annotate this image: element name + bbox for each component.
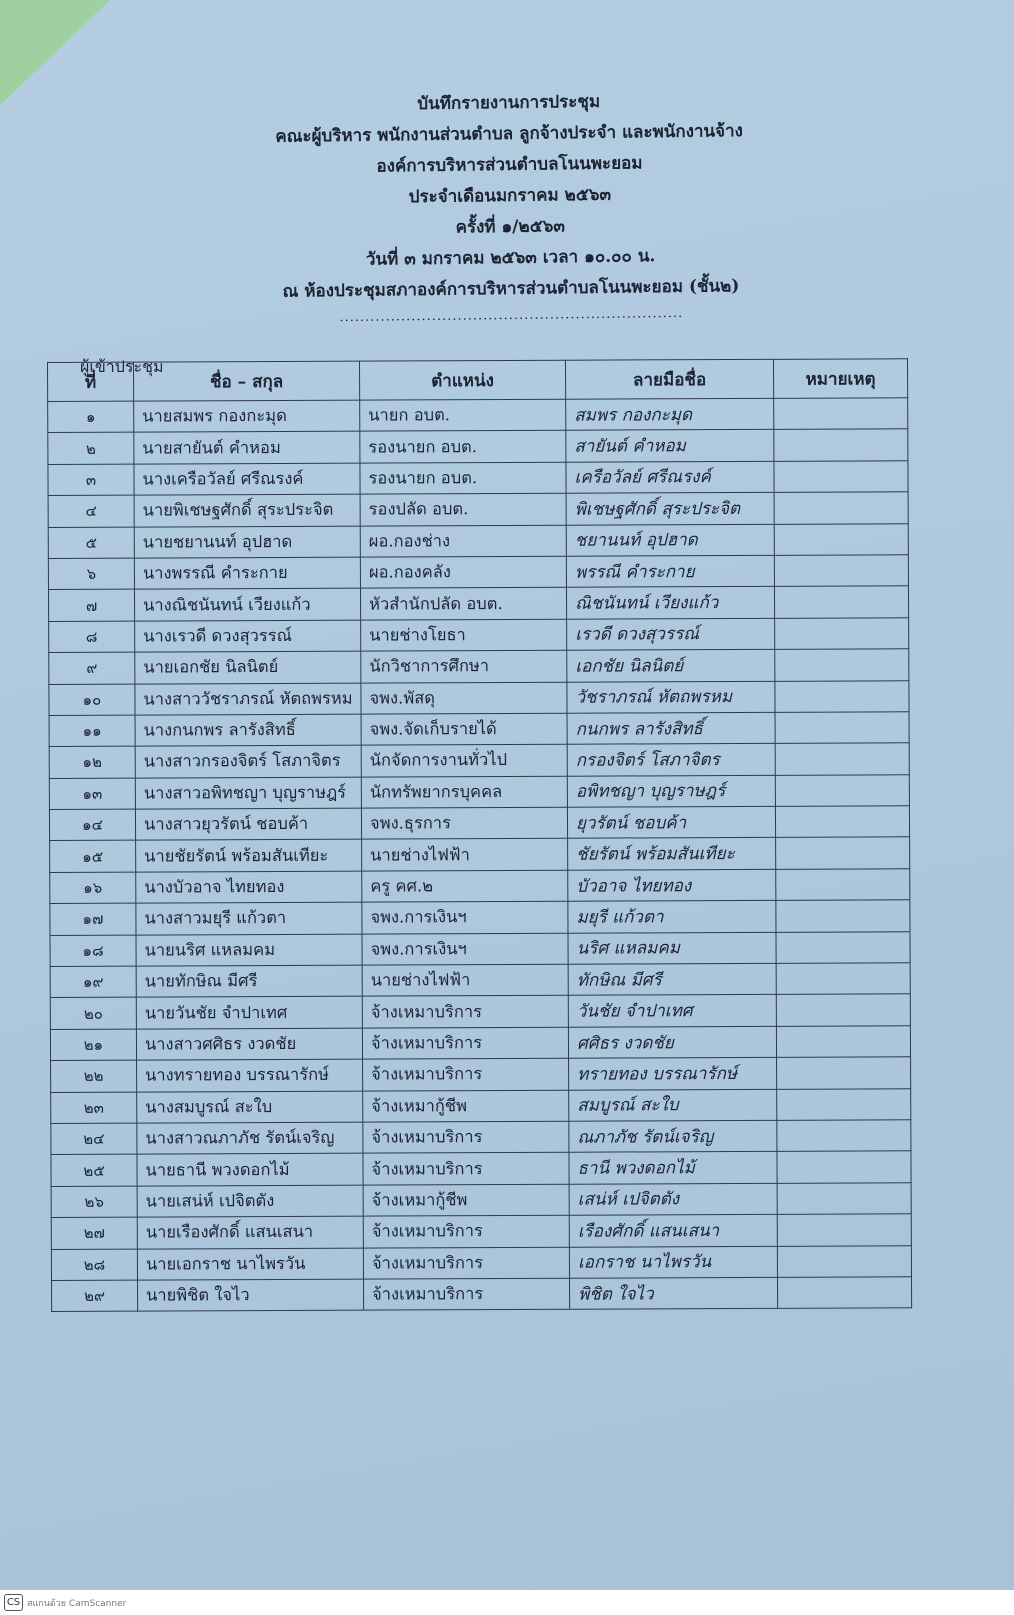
row-remark xyxy=(777,1151,911,1183)
row-remark xyxy=(775,743,909,775)
row-signature: สายันต์ คำหอม xyxy=(566,430,774,462)
row-signature: ทรายทอง บรรณารักษ์ xyxy=(569,1058,777,1090)
corner-fold xyxy=(0,0,110,105)
row-position: จพง.จัดเก็บรายได้ xyxy=(361,713,567,745)
row-remark xyxy=(774,429,908,461)
row-position: รองนายก อบต. xyxy=(360,431,566,463)
header-title: บันทึกรายงานการประชุม xyxy=(417,91,601,115)
table-header-row xyxy=(48,359,908,402)
row-name: นายนริศ แหลมคม xyxy=(136,934,362,966)
table-row xyxy=(50,837,910,872)
row-position: นักจัดการงานทั่วไป xyxy=(361,745,567,777)
attendees-label: ผู้เข้าประชุม xyxy=(80,357,164,376)
row-name: นายทักษิณ มีศรี xyxy=(136,965,362,997)
row-name: นางทรายทอง บรรณารักษ์ xyxy=(137,1059,363,1091)
row-position: จพง.ธุรการ xyxy=(361,807,567,839)
table-row xyxy=(50,931,910,966)
row-number: ๒ xyxy=(48,433,134,465)
table-row xyxy=(51,1120,911,1155)
row-number: ๒๑ xyxy=(50,1029,136,1061)
row-position: จ้างเหมาบริการ xyxy=(363,1215,569,1247)
row-name: นายธานี พวงดอกไม้ xyxy=(137,1154,363,1186)
row-position: นักทรัพยากรบุคคล xyxy=(361,776,567,808)
row-name: นางสาวอพิทชญา บุญราษฎร์ xyxy=(135,777,361,809)
row-name: นางสาวกรองจิตร์ โสภาจิตร xyxy=(135,745,361,777)
row-position: ครู คศ.๒ xyxy=(362,870,568,902)
row-remark xyxy=(777,1057,911,1089)
column-header-remark: หมายเหตุ xyxy=(773,359,907,399)
row-number: ๕ xyxy=(48,527,134,559)
row-signature: ณภาภัช รัตน์เจริญ xyxy=(569,1120,777,1152)
camscanner-text: สแกนด้วย CamScanner xyxy=(27,1599,127,1609)
row-signature: ธานี พวงดอกไม้ xyxy=(569,1152,777,1184)
header-divider: ................................................................... xyxy=(339,305,684,326)
table-row xyxy=(50,963,910,998)
row-remark xyxy=(775,680,909,712)
row-number: ๑ xyxy=(48,401,134,433)
row-remark xyxy=(776,931,910,963)
row-name: นายวันชัย จำปาเทศ xyxy=(136,997,362,1029)
table-row xyxy=(48,523,908,558)
row-name: นายเอกชัย นิลนิตย์ xyxy=(135,651,361,683)
row-remark xyxy=(774,461,908,493)
row-position: จ้างเหมากู้ชีพ xyxy=(363,1090,569,1122)
row-number: ๘ xyxy=(49,621,135,653)
row-remark xyxy=(777,1214,911,1246)
row-position: รองนายก อบต. xyxy=(360,462,566,494)
row-signature: มยุรี แก้วตา xyxy=(568,901,776,933)
row-number: ๗ xyxy=(48,589,134,621)
row-name: นายเรืองศักดิ์ แสนเสนา xyxy=(137,1216,363,1248)
row-name: นางสมบูรณ์ สะใบ xyxy=(137,1091,363,1123)
table-row xyxy=(51,1245,911,1280)
row-position: จ้างเหมาบริการ xyxy=(362,996,568,1028)
row-signature: ทักษิณ มีศรี xyxy=(568,963,776,995)
table-row xyxy=(48,492,908,527)
table-row xyxy=(49,806,909,841)
row-name: นางพรรณี คำระกาย xyxy=(134,557,360,589)
row-remark xyxy=(774,555,908,587)
header-line-2: คณะผู้บริหาร พนักงานส่วนตำบล ลูกจ้างประจำ และพนักงานจ้าง xyxy=(275,121,744,147)
row-position: ผอ.กองคลัง xyxy=(360,556,566,588)
table-row xyxy=(49,743,909,778)
row-number: ๒๓ xyxy=(51,1092,137,1124)
row-number: ๑๗ xyxy=(50,903,136,935)
row-name: นายชยานนท์ อุปฮาด xyxy=(134,526,360,558)
table-row xyxy=(50,994,910,1029)
table-row xyxy=(48,398,908,433)
row-signature: สมบูรณ์ สะใบ xyxy=(569,1089,777,1121)
row-signature: ชัยรัตน์ พร้อมสันเทียะ xyxy=(568,838,776,870)
row-number: ๑๐ xyxy=(49,684,135,716)
row-position: จพง.การเงินฯ xyxy=(362,901,568,933)
row-position: นายก อบต. xyxy=(360,399,566,431)
row-remark xyxy=(776,900,910,932)
row-remark xyxy=(777,1088,911,1120)
row-name: นางณิชนันทน์ เวียงแก้ว xyxy=(134,588,360,620)
table-row xyxy=(51,1151,911,1186)
row-remark xyxy=(777,1120,911,1152)
row-name: นายเอกราช นาไพรวัน xyxy=(137,1248,363,1280)
row-remark xyxy=(778,1277,912,1309)
row-number: ๑๕ xyxy=(50,841,136,873)
row-number: ๖ xyxy=(48,558,134,590)
table-row xyxy=(48,429,908,464)
row-signature: พิเชษฐศักดิ์ สุระประจิต xyxy=(566,493,774,525)
row-signature: เรวดี ดวงสุวรรณ์ xyxy=(567,618,775,650)
table-row xyxy=(49,712,909,747)
row-signature: บัวอาจ ไทยทอง xyxy=(568,869,776,901)
table-row xyxy=(50,900,910,935)
row-number: ๑๓ xyxy=(49,778,135,810)
row-signature: วันชัย จำปาเทศ xyxy=(568,995,776,1027)
row-position: นายช่างโยธา xyxy=(361,619,567,651)
row-position: รองปลัด อบต. xyxy=(360,493,566,525)
row-number: ๒๐ xyxy=(50,998,136,1030)
row-remark xyxy=(777,1245,911,1277)
column-header-position: ตำแหน่ง xyxy=(359,360,565,400)
column-header-name: ชื่อ – สกุล xyxy=(134,361,360,401)
row-remark xyxy=(776,869,910,901)
row-name: นางสาวศศิธร งวดชัย xyxy=(136,1028,362,1060)
row-signature: ยุวรัตน์ ชอบค้า xyxy=(567,806,775,838)
row-name: นายชัยรัตน์ พร้อมสันเทียะ xyxy=(136,840,362,872)
row-remark xyxy=(774,492,908,524)
row-remark xyxy=(774,398,908,430)
row-signature: เอกราช นาไพรวัน xyxy=(569,1246,777,1278)
row-number: ๑๙ xyxy=(50,966,136,998)
header-line-5: ครั้งที่ ๑/๒๕๖๓ xyxy=(455,216,566,238)
row-signature: วัชราภรณ์ หัตถพรหม xyxy=(567,681,775,713)
scanner-footer xyxy=(0,1590,1014,1615)
row-number: ๑๖ xyxy=(50,872,136,904)
header-line-3: องค์การบริหารส่วนตำบลโนนพะยอม xyxy=(376,153,643,177)
row-remark xyxy=(776,994,910,1026)
row-remark xyxy=(776,1026,910,1058)
column-header-signature: ลายมือชื่อ xyxy=(565,359,773,399)
table-row xyxy=(48,586,908,621)
row-remark xyxy=(776,837,910,869)
row-remark xyxy=(775,774,909,806)
table-row xyxy=(48,555,908,590)
header-line-6: วันที่ ๓ มกราคม ๒๕๖๓ เวลา ๑๐.๐๐ น. xyxy=(365,246,656,270)
row-signature: ณิชนันทน์ เวียงแก้ว xyxy=(566,587,774,619)
row-signature: สมพร กองกะมุด xyxy=(566,398,774,430)
row-number: ๒๔ xyxy=(51,1123,137,1155)
header-line-4: ประจำเดือนมกราคม ๒๕๖๓ xyxy=(408,184,612,208)
row-number: ๒๙ xyxy=(52,1280,138,1312)
row-signature: เอกชัย นิลนิตย์ xyxy=(567,649,775,681)
row-position: จ้างเหมาบริการ xyxy=(362,1027,568,1059)
row-position: นายช่างไฟฟ้า xyxy=(362,839,568,871)
row-signature: ชยานนท์ อุปฮาด xyxy=(566,524,774,556)
row-position: ผอ.กองช่าง xyxy=(360,525,566,557)
row-position: นักวิชาการศึกษา xyxy=(361,650,567,682)
table-row xyxy=(48,461,908,496)
table-row xyxy=(49,649,909,684)
table-row xyxy=(49,680,909,715)
row-position: นายช่างไฟฟ้า xyxy=(362,964,568,996)
row-position: จพง.การเงินฯ xyxy=(362,933,568,965)
table-row xyxy=(50,1026,910,1061)
row-remark xyxy=(777,1183,911,1215)
row-number: ๔ xyxy=(48,495,134,527)
row-name: นางเรวดี ดวงสุวรรณ์ xyxy=(135,620,361,652)
row-remark xyxy=(775,617,909,649)
row-signature: นริศ แหลมคม xyxy=(568,932,776,964)
row-remark xyxy=(776,963,910,995)
row-name: นายเสน่ห์ เปจิตตัง xyxy=(137,1185,363,1217)
row-signature: พรรณี คำระกาย xyxy=(566,555,774,587)
row-number: ๙ xyxy=(49,652,135,684)
row-signature: กรองจิตร์ โสภาจิตร xyxy=(567,744,775,776)
row-signature: พิชิต ใจไว xyxy=(570,1277,778,1309)
row-number: ๑๘ xyxy=(50,935,136,967)
row-name: นางสาวมยุรี แก้วตา xyxy=(136,902,362,934)
row-position: จ้างเหมากู้ชีพ xyxy=(363,1184,569,1216)
row-remark xyxy=(774,523,908,555)
table-row xyxy=(51,1183,911,1218)
row-name: นายสายันต์ คำหอม xyxy=(134,432,360,464)
row-position: จ้างเหมาบริการ xyxy=(363,1121,569,1153)
row-position: จ้างเหมาบริการ xyxy=(363,1058,569,1090)
table-row xyxy=(50,869,910,904)
header-line-7: ณ ห้องประชุมสภาองค์การบริหารส่วนตำบลโนนพะยอม (ชั้น๒) xyxy=(282,276,740,302)
row-name: นางสาววัชราภรณ์ หัตถพรหม xyxy=(135,683,361,715)
row-position: จพง.พัสดุ xyxy=(361,682,567,714)
table-row xyxy=(51,1088,911,1123)
row-signature: ศศิธร งวดชัย xyxy=(568,1026,776,1058)
document-header xyxy=(99,83,922,332)
row-position: จ้างเหมาบริการ xyxy=(363,1153,569,1185)
row-number: ๒๕ xyxy=(51,1154,137,1186)
table-row xyxy=(51,1214,911,1249)
row-position: จ้างเหมาบริการ xyxy=(363,1247,569,1279)
row-number: ๑๔ xyxy=(49,809,135,841)
row-position: หัวสำนักปลัด อบต. xyxy=(360,588,566,620)
row-name: นายสมพร กองกะมุด xyxy=(134,400,360,432)
row-signature: เรืองศักดิ์ แสนเสนา xyxy=(569,1214,777,1246)
row-name: นายพิเชษฐศักดิ์ สุระประจิต xyxy=(134,494,360,526)
row-number: ๒๒ xyxy=(51,1060,137,1092)
camscanner-logo: CS xyxy=(4,1594,23,1611)
row-number: ๒๗ xyxy=(51,1217,137,1249)
row-number: ๒๖ xyxy=(51,1186,137,1218)
row-name: นางสาวยุวรัตน์ ชอบค้า xyxy=(135,808,361,840)
row-signature: เสน่ห์ เปจิตตัง xyxy=(569,1183,777,1215)
row-remark xyxy=(775,806,909,838)
table-row xyxy=(51,1057,911,1092)
row-name: นางบัวอาจ ไทยทอง xyxy=(136,871,362,903)
row-number: ๑๑ xyxy=(49,715,135,747)
row-name: นายพิชิต ใจไว xyxy=(138,1279,364,1311)
row-number: ๑๒ xyxy=(49,746,135,778)
row-remark xyxy=(775,649,909,681)
column-header-no: ที่ xyxy=(48,362,134,401)
row-remark xyxy=(775,712,909,744)
row-remark xyxy=(774,586,908,618)
row-number: ๓ xyxy=(48,464,134,496)
row-number: ๒๘ xyxy=(51,1249,137,1281)
row-name: นางเครือวัลย์ ศรีณรงค์ xyxy=(134,463,360,495)
row-signature: อพิทชญา บุญราษฎร์ xyxy=(567,775,775,807)
row-signature: กนกพร ลารังสิทธิ์ xyxy=(567,712,775,744)
row-name: นางสาวณภาภัช รัตน์เจริญ xyxy=(137,1122,363,1154)
row-signature: เครือวัลย์ ศรีณรงค์ xyxy=(566,461,774,493)
attendance-table xyxy=(47,358,912,1312)
table-row xyxy=(49,774,909,809)
row-position: จ้างเหมาบริการ xyxy=(364,1278,570,1310)
table-row xyxy=(52,1277,912,1312)
row-name: นางกนกพร ลารังสิทธิ์ xyxy=(135,714,361,746)
table-row xyxy=(49,617,909,652)
